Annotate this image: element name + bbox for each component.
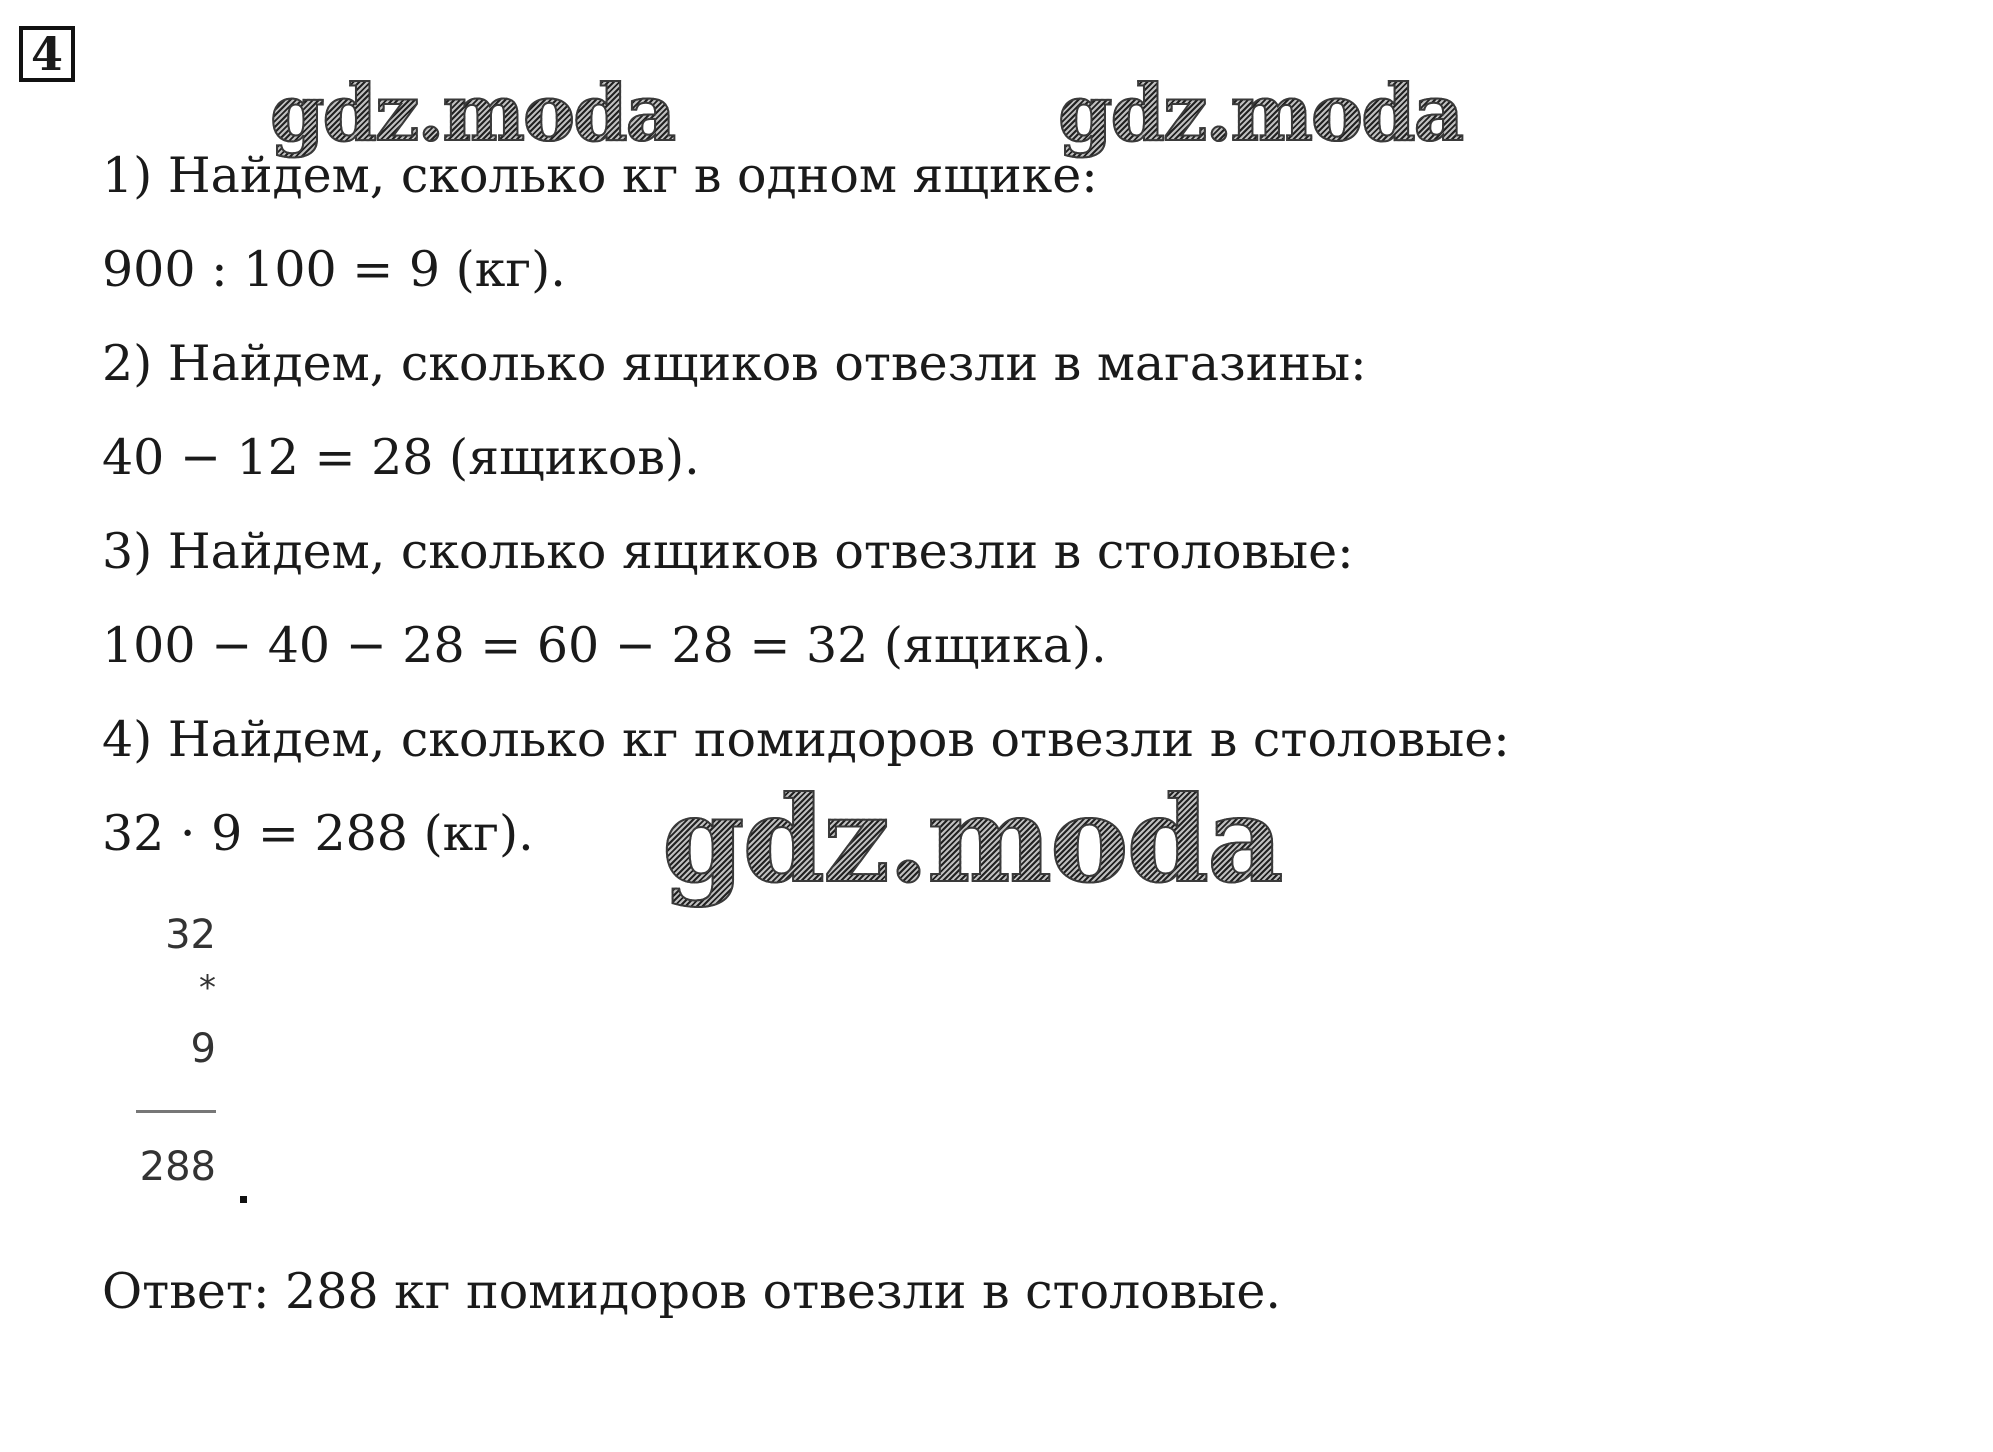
watermark: gdz.moda (270, 68, 675, 159)
column-operand-b: 9 (190, 1026, 216, 1072)
period-mark (240, 1196, 247, 1203)
step-3-equation: 100 − 40 − 28 = 60 − 28 = 32 (ящика). (102, 617, 1107, 674)
watermark: gdz.moda (662, 770, 1282, 909)
step-2-equation: 40 − 12 = 28 (ящиков). (102, 429, 700, 486)
column-divider-line (136, 1110, 216, 1113)
step-3-text: 3) Найдем, сколько ящиков отвезли в столовые: (102, 523, 1354, 580)
step-4-text: 4) Найдем, сколько кг помидоров отвезли в столовые: (102, 711, 1510, 768)
step-2-text: 2) Найдем, сколько ящиков отвезли в магазины: (102, 335, 1367, 392)
column-operator: * (199, 968, 216, 1008)
column-result: 288 (139, 1144, 216, 1190)
step-4-equation: 32 · 9 = 288 (кг). (102, 805, 534, 862)
task-number: 4 (19, 26, 75, 82)
answer-text: Ответ: 288 кг помидоров отвезли в столовые. (102, 1263, 1281, 1320)
column-operand-a: 32 (165, 912, 216, 958)
watermark: gdz.moda (1058, 68, 1463, 159)
step-1-equation: 900 : 100 = 9 (кг). (102, 241, 566, 298)
step-1-text: 1) Найдем, сколько кг в одном ящике: (102, 147, 1098, 204)
